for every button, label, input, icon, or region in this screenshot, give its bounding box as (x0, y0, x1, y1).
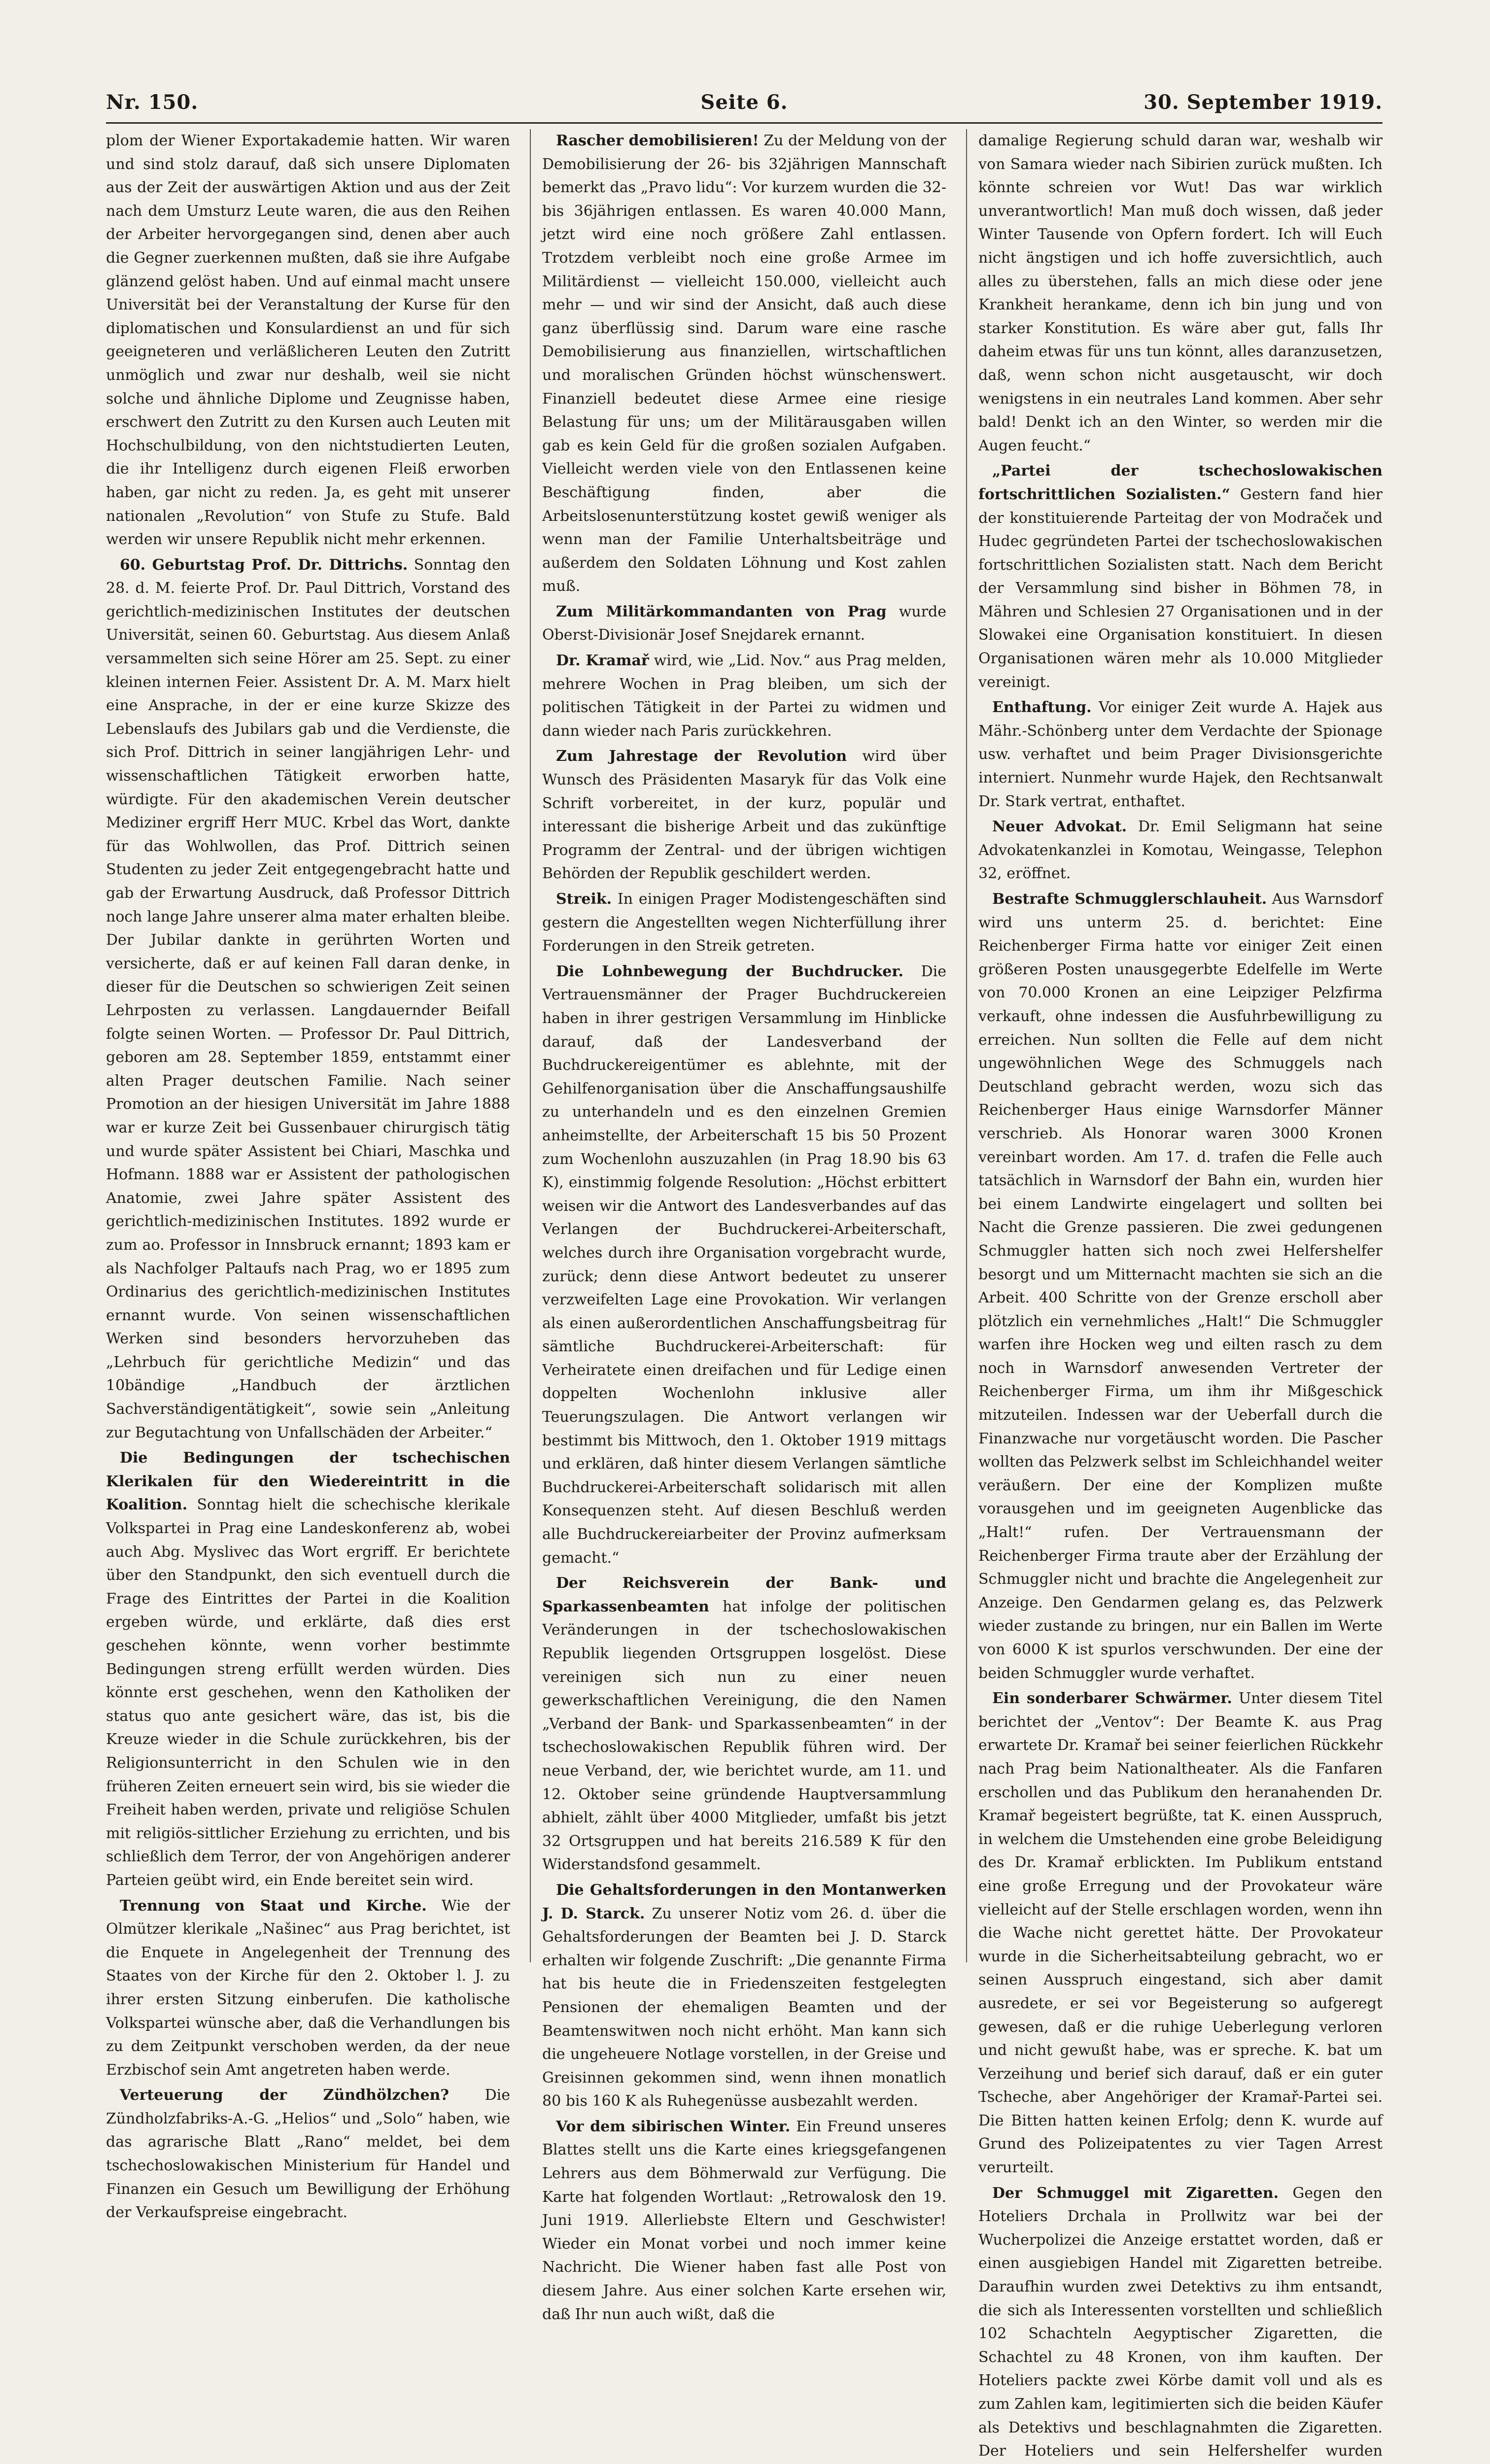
issue-number: Nr. 150. (106, 90, 199, 114)
article-headline: „Partei der tschechoslowakischen fortschrittlichen Sozialisten.“ (978, 462, 1383, 503)
article-text: Zu der Meldung von der Demobilisierung der 26- bis 32jährigen Mannschaft bemerkt das „Pravo lidu“: Vor kurzem wurden die 32- bis 36jährigen entlassen. Es waren 40.000 Mann, jetzt wird eine noch größere Zahl entlassen. Trotzdem verbleibt noch eine große Armee im Militärdienst — vielleicht 150.000, vielleicht auch mehr — und wir sind der Ansicht, daß auch diese ganz überflüssig sind. Darum ware eine rasche Demobilisierung aus finanziellen, wirtschaftlichen und moralischen Gründen höchst wünschenswert. Finanziell bedeutet diese Armee eine riesige Belastung für uns; um der Militärausgaben willen gab es kein Geld für die großen sozialen Aufgaben. Vielleicht werden viele von den Entlassenen keine Beschäftigung finden, aber die Arbeitslosenunterstützung kostet gewiß weniger als wenn man der Familie Unterhaltsbeiträge und außerdem den Soldaten Löhnung und Kost zahlen muß. (542, 132, 947, 595)
article-headline: Zum Militärkommandanten von Prag (556, 603, 887, 620)
article-paragraph (542, 600, 946, 647)
article-paragraph (106, 2084, 510, 2224)
article-paragraph (542, 129, 946, 598)
article-paragraph (542, 1572, 946, 1877)
article-headline: Der Reichsverein der Bank- und Sparkassenbeamten (542, 1574, 946, 1615)
column-divider (966, 129, 967, 1962)
article-paragraph (542, 888, 946, 958)
article-text: Gegen den Hoteliers Drchala in Prollwitz war bei der Wucherpolizei die Anzeige erstattet worden, daß er einen ausgiebigen Handel mit Zigaretten betreibe. Daraufhin wurden zwei Detektivs zu ihm entsandt, die sich als Interessenten vorstellten und schließlich 102 Schachteln Aegyptischer Zigaretten, die Schachtel zu 48 Kronen, von ihm kauften. Der Hoteliers packte zwei Körbe damit voll und als es zum Zahlen kam, legitimierten sich die beiden Käufer als Detektivs und beschlagnahmten die Zigaretten. Der Hoteliers und sein Helfershelfer wurden (978, 2184, 1383, 2460)
page-number: Seite 6. (700, 90, 788, 114)
article-headline: Die Gehaltsforderungen in den Montanwerken J. D. Starck. (542, 1881, 946, 1922)
article-text: In einigen Prager Modistengeschäften sind gestern die Angestellten wegen Nichterfüllung ihrer Forderungen in den Streik getreten. (542, 890, 946, 955)
article-headline: Streik. (556, 890, 612, 908)
article-headline: Rascher demobilisieren! (556, 132, 759, 149)
article-text: Unter diesem Titel berichtet der „Ventov“: Der Beamte K. aus Prag erwartete Dr. Kramař bei seiner feierlichen Rückkehr nach Prag beim Nationaltheater. Als die Fanfaren erschollen und das Publikum den heranahenden Dr. Kramař begeistert begrüßte, tat K. einen Ausspruch, in welchem die Umstehenden eine grobe Beleidigung des Dr. Kramař erblickten. Im Publikum entstand eine große Erregung und der Provokateur wäre vielleicht auf der Stelle erschlagen worden, wenn ihn die Wache nicht gerettet hätte. Der Provokateur wurde in die Sicherheitsabteilung gebracht, wo er seinen Ausspruch eingestand, sich aber damit ausredete, er sei vor Begeisterung so aufgeregt gewesen, daß er die ruhige Ueberlegung verloren und nicht gewußt habe, was er spreche. K. bat um Verzeihung und berief sich darauf, daß er ein guter Tscheche, aber Angehöriger der Kramař-Partei sei. Die Bitten hatten keinen Erfolg; denn K. wurde auf Grund des Polizeipatentes zu vier Tagen Arrest verurteilt. (978, 1690, 1383, 2177)
article-paragraph (978, 1687, 1383, 2179)
article-text: Gestern fand hier der konstituierende Parteitag der von Modraček und Hudec gegründeten Partei der tschechoslowakischen fortschrittlichen Sozialisten statt. Nach dem Bericht der Versammlung sind bisher in Böhmen 78, in Mähren und Schlesien 27 Organisationen und in der Slowakei eine Organisation konstituiert. In diesen Organisationen wären mehr als 10.000 Mitglieder vereinigt. (978, 485, 1383, 691)
article-headline: 60. Geburtstag Prof. Dr. Dittrichs. (120, 556, 408, 574)
issue-date: 30. September 1919. (1143, 90, 1383, 114)
article-text: Vor einiger Zeit wurde A. Hajek aus Mähr.-Schönberg unter dem Verdachte der Spionage usw. verhaftet und beim Prager Divisionsgerichte interniert. Nunmehr wurde Hajek, den Rechtsanwalt Dr. Stark vertrat, enthaftet. (978, 699, 1383, 810)
article-headline: Der Schmuggel mit Zigaretten. (992, 2184, 1279, 2202)
column-1 (106, 129, 511, 2222)
article-paragraph (978, 696, 1383, 813)
article-text: hat infolge der politischen Veränderungen in der tschechoslowakischen Republik liegenden Ortsgruppen losgelöst. Diese vereinigen sich nun zu einer neuen gewerkschaftlichen Vereinigung, die den Namen „Verband der Bank- und Sparkassenbeamten“ in der tschechoslowakischen Republik führen wird. Der neue Verband, der, wie berichtet wurde, am 11. und 12. Oktober seine gründende Hauptversammlung abhielt, zählt über 4000 Mitglieder, umfaßt bis jetzt 32 Ortsgruppen und hat bereits 216.589 K für den Widerstandsfond gesammelt. (542, 1598, 946, 1874)
article-paragraph (542, 960, 946, 1570)
article-text: Ein Freund unseres Blattes stellt uns die Karte eines kriegsgefangenen Lehrers aus dem Böhmerwald zur Verfügung. Die Karte hat folgenden Wortlaut: „Retrowalosk den 19. Juni 1919. Allerliebste Eltern und Geschwister! Wieder ein Monat vorbei und noch immer keine Nachricht. Die Wiener haben fast alle Post von diesem Jahre. Aus einer solchen Karte ersehen wir, daß Ihr nun auch wißt, daß die (542, 2118, 946, 2323)
article-headline: Verteuerung der Zündhölzchen? (120, 2087, 449, 2104)
article-paragraph (542, 2115, 946, 2326)
article-text: Zu unserer Notiz vom 26. d. über die Gehaltsforderungen der Beamten bei J. D. Starck erhalten wir folgende Zuschrift: „Die genannte Firma hat bis heute die in Friedenszeiten festgelegten Pensionen der ehemaligen Beamten und der Beamtenswitwen noch nicht erhöht. Man kann sich die ungeheuere Notlage vorstellen, in der Greise und Greisinnen gekommen sind, wenn ihnen monatlich 80 bis 160 K als Ruhegenüsse ausbezahlt werden. (542, 1905, 946, 2110)
article-text: wurde Oberst-Divisionär Josef Snejdarek ernannt. (542, 603, 946, 644)
article-paragraph (542, 1879, 946, 2113)
article-headline: Die Lohnbewegung der Buchdrucker. (556, 962, 903, 980)
article-headline: Ein sonderbarer Schwärmer. (992, 1690, 1232, 1708)
article-text: Aus Warnsdorf wird uns unterm 25. d. berichtet: Eine Reichenberger Firma hatte vor einiger Zeit einen größeren Posten unausgegerbte Edelfelle im Werte von 70.000 Kronen an eine Leipziger Pelzfirma verkauft, ohne indessen die Ausfuhrbewilligung zu erreichen. Nun sollten die Felle auf dem nicht ungewöhnlichen Wege des Schmuggels nach Deutschland gebracht werden, wozu sich das Reichenberger Haus einige Warnsdorfer Männer verschrieb. Als Honorar waren 3000 Kronen vereinbart worden. Am 17. d. trafen die Felle auch tatsächlich in Warnsdorf der Bahn ein, wurden hier bei einem Landwirte eingelagert und sollten bei Nacht die Grenze passieren. Die zwei gedungenen Schmuggler hatten sich noch zwei Helfershelfer besorgt und um Mitternacht machten sie sich an die Arbeit. 400 Schritte von der Grenze erscholl aber plötzlich ein vernehmliches „Halt!“ Die Schmuggler warfen ihre Hocken weg und eilten rasch zu dem noch in Warnsdorf anwesenden Vertreter der Reichenberger Firma, um ihm ihr Mißgeschick mitzuteilen. Indessen war der Ueberfall durch die Finanzwache nur vorgetäuscht worden. Die Pascher wollten das Pelzwerk selbst im Schleichhandel weiter veräußern. Der eine der Komplizen mußte vorausgehen und im geeigneten Augenblicke das „Halt!“ rufen. Der Vertrauensmann der Reichenberger Firma traute aber der Erzählung der Schmuggler nicht und brachte die Angelegenheit zur Anzeige. Den Gendarmen gelang es, das Pelzwerk wieder zustande zu bringen, nur ein Ballen im Werte von 6000 K ist spurlos verschwunden. Der eine der beiden Schmuggler wurde verhaftet. (978, 890, 1383, 1682)
column-3 (978, 129, 1383, 2460)
article-paragraph (978, 888, 1383, 1685)
article-paragraph (106, 1446, 510, 1892)
article-text: Die Vertrauensmänner der Prager Buchdruckereien haben in ihrer gestrigen Versammlung im Hinblicke darauf, daß der Landesverband der Buchdruckereigentümer es ablehnte, mit der Gehilfenorganisation über die Anschaffungsaushilfe zu unterhandeln und es den einzelnen Gremien anheimstellte, der Arbeiterschaft 15 bis 50 Prozent zum Wochenlohn auszuzahlen (in Prag 18.90 bis 63 K), einstimmig folgende Resolution: „Höchst erbittert weisen wir die Antwort des Landesverbandes auf das Verlangen der Buchdruckerei-Arbeiterschaft, welches durch ihre Organisation vorgebracht wurde, zurück; denn diese Antwort bedeutet zu unserer verzweifelten Lage eine Provokation. Wir verlangen als einen außerordentlichen Anschaffungsbeitrag für sämtliche Buchdruckerei-Arbeiterschaft: für Verheiratete einen dreifachen und für Ledige einen doppelten Wochenlohn inklusive aller Teuerungszulagen. Die Antwort verlangen wir bestimmt bis Mittwoch, den 1. Oktober 1919 mittags und erklären, daß hinter diesem Verlangen sämtliche Buchdruckerei-Arbeiterschaft solidarisch mit allen Konsequenzen steht. Auf diesen Beschluß werden alle Buchdruckereiarbeiter der Provinz aufmerksam gemacht.“ (542, 962, 946, 1567)
article-headline: Dr. Kramař (556, 652, 649, 670)
article-headline: Enthaftung. (992, 699, 1092, 717)
article-paragraph (542, 745, 946, 886)
article-text: Die Zündholzfabriks-A.-G. „Helios“ und „Solo“ haben, wie das agrarische Blatt „Rano“ meldet, bei dem tschechoslowakischen Ministerium für Handel und Finanzen ein Gesuch um Bewilligung der Erhöhung der Verkaufspreise eingebracht. (106, 2087, 510, 2222)
article-text: plom der Wiener Exportakademie hatten. Wir waren und sind stolz darauf, daß sich unsere Diplomaten aus der Zeit der auswärtigen Aktion und aus der Zeit nach dem Umsturz Leute waren, die aus den Reihen der Arbeiter hervorgegangen sind, denen aber auch die Gegner zuerkennen mußten, daß sie ihre Aufgabe glänzend gelöst haben. Und auf einmal macht unsere Universität bei der Veranstaltung der Kurse für den diplomatischen und Konsulardienst an und für sich geeigneteren und verläßlicheren Leuten den Zutritt unmöglich und zwar nur deshalb, weil sie nicht solche und ähnliche Diplome und Zeugnisse haben, erschwert den Zutritt zu den Kursen auch Leuten mit Hochschulbildung, von den nichtstudierten Leuten, die ihr Intelligenz durch eigenen Fleiß erworben haben, gar nicht zu reden. Ja, es geht mit unserer nationalen „Revolution“ von Stufe zu Stufe. Bald werden wir unsere Republik nicht mehr erkennen. (106, 132, 510, 548)
article-paragraph (978, 459, 1383, 694)
article-text: Sonntag den 28. d. M. feierte Prof. Dr. Paul Dittrich, Vorstand des gerichtlich-medizinischen Institutes der deutschen Universität, seinen 60. Geburtstag. Aus diesem Anlaß versammelten sich seine Hörer am 25. Sept. zu einer kleinen internen Feier. Assistent Dr. A. M. Marx hielt eine Ansprache, in der er eine kurze Skizze des Lebenslaufs des Jubilars gab und die Verdienste, die sich Prof. Dittrich in seiner langjährigen Lehr- und wissenschaftlichen Tätigkeit erworben hatte, würdigte. Für den akademischen Verein deutscher Mediziner ergriff Herr MUC. Krbel das Wort, dankte für das Wohlwollen, das Prof. Dittrich seinen Studenten zu jeder Zeit entgegengebracht hatte und gab der Erwartung Ausdruck, daß Professor Dittrich noch lange Jahre unserer alma mater erhalten bleibe. Der Jubilar dankte in gerührten Worten und versicherte, daß er auf keinen Fall daran denke, in dieser für die Deutschen so schwierigen Zeit seinen Lehrposten zu verlassen. Langdauernder Beifall folgte seinen Worten. — Professor Dr. Paul Dittrich, geboren am 28. September 1859, entstammt einer alten Prager deutschen Familie. Nach seiner Promotion an der hiesigen Universität im Jahre 1888 war er kurze Zeit bei Gussenbauer chirurgisch tätig und wurde später Assistent bei Chiari, Maschka und Hofmann. 1888 war er Assistent der pathologischen Anatomie, zwei Jahre später Assistent des gerichtlich-medizinischen Institutes. 1892 wurde er zum ao. Professor in Innsbruck ernannt; 1893 kam er als Nachfolger Paltaufs nach Prag, wo er 1895 zum Ordinarius des gerichtlich-medizinischen Institutes ernannt wurde. Von seinen wissenschaftlichen Werken sind besonders hervorzuheben das „Lehrbuch für gerichtliche Medizin“ und das 10bändige „Handbuch der ärztlichen Sachverständigentätigkeit“, sowie sein „Anleitung zur Begutachtung von Unfallschäden der Arbeiter.“ (106, 556, 510, 1441)
article-text: wird, wie „Lid. Nov.“ aus Prag melden, mehrere Wochen in Prag bleiben, um sich der politischen Tätigkeit in der Partei zu widmen und dann wieder nach Paris zurückkehren. (542, 652, 946, 740)
article-text: Sonntag hielt die schechische klerikale Volkspartei in Prag eine Landeskonferenz ab, wobei auch Abg. Myslivec das Wort ergriff. Er berichtete über den Standpunkt, den sich eventuell durch die Frage des Eintrittes der Partei in die Koalition ergeben würde, und erklärte, daß dies erst geschehen könnte, wenn vorher bestimmte Bedingungen streng erfüllt werden würden. Dies könnte erst geschehen, wenn den Katholiken der status quo ante gesichert wäre, das ist, bis die Kreuze wieder in die Schule zurückkehren, bis der Religionsunterricht in den Schulen wie in den früheren Zeiten erneuert sein wird, bis sie wieder die Freiheit haben werden, private und religiöse Schulen mit religiös-sittlicher Erziehung zu errichten, und bis schließlich dem Terror, der von Angehörigen anderer Parteien geübt wird, ein Ende bereitet sein wird. (106, 1496, 510, 1889)
header-rule (106, 122, 1383, 124)
article-headline: Vor dem sibirischen Winter. (556, 2118, 791, 2135)
article-paragraph (978, 2182, 1383, 2464)
column-divider (530, 129, 531, 1962)
page-header (106, 85, 1383, 119)
column-2 (542, 129, 947, 2323)
article-headline: Bestrafte Schmugglerschlauheit. (992, 890, 1267, 908)
article-text: Wie der Olmützer klerikale „Našinec“ aus Prag berichtet, ist die Enquete in Angelegenheit der Trennung des Staates von der Kirche für den 2. Oktober l. J. zu ihrer ersten Sitzung einberufen. Die katholische Volkspartei wünsche aber, daß die Verhandlungen bis zu dem Zeitpunkt verschoben werden, da der neue Erzbischof sein Amt angetreten haben werde. (106, 1897, 511, 2079)
article-paragraph (542, 649, 946, 743)
article-text: Dr. Emil Seligmann hat seine Advokatenkanzlei in Komotau, Weingasse, Telephon 32, eröffnet. (978, 818, 1383, 883)
article-paragraph (106, 1894, 510, 2082)
article-paragraph (978, 815, 1383, 886)
article-headline: Neuer Advokat. (992, 818, 1127, 836)
article-text: damalige Regierung schuld daran war, weshalb wir von Samara wieder nach Sibirien zurück mußten. Ich könnte schreien vor Wut! Das war wirklich unverantwortlich! Man muß doch wissen, daß jeder Winter Tausende von Opfern fordert. Ich will Euch nicht ängstigen und ich hoffe zuversichtlich, auch alles zu überstehen, falls an mich diese oder jene Krankheit herankame, denn ich bin jung und von starker Konstitution. Es wäre aber gut, falls Ihr daheim etwas für uns tun könnt, alles daranzusetzen, daß, wenn schon nicht ausgetauscht, wir doch wenigstens in ein neutrales Land kommen. Aber sehr bald! Denkt ich an den Winter, so werden mir die Augen feucht.“ (978, 132, 1383, 454)
article-headline: Zum Jahrestage der Revolution (556, 748, 847, 765)
article-paragraph (106, 553, 510, 1445)
article-headline: Die Bedingungen der tschechischen Klerikalen für den Wiedereintritt in die Koalition. (106, 1449, 510, 1514)
article-headline: Trennung von Staat und Kirche. (120, 1897, 427, 1915)
article-text: wird über Wunsch des Präsidenten Masaryk für das Volk eine Schrift vorbereitet, in der kurz, populär und interessant die bisherige Arbeit und das zukünftige Programm der Zentral- und der übrigen wichtigen Behörden der Republik geschildert werden. (542, 748, 946, 883)
